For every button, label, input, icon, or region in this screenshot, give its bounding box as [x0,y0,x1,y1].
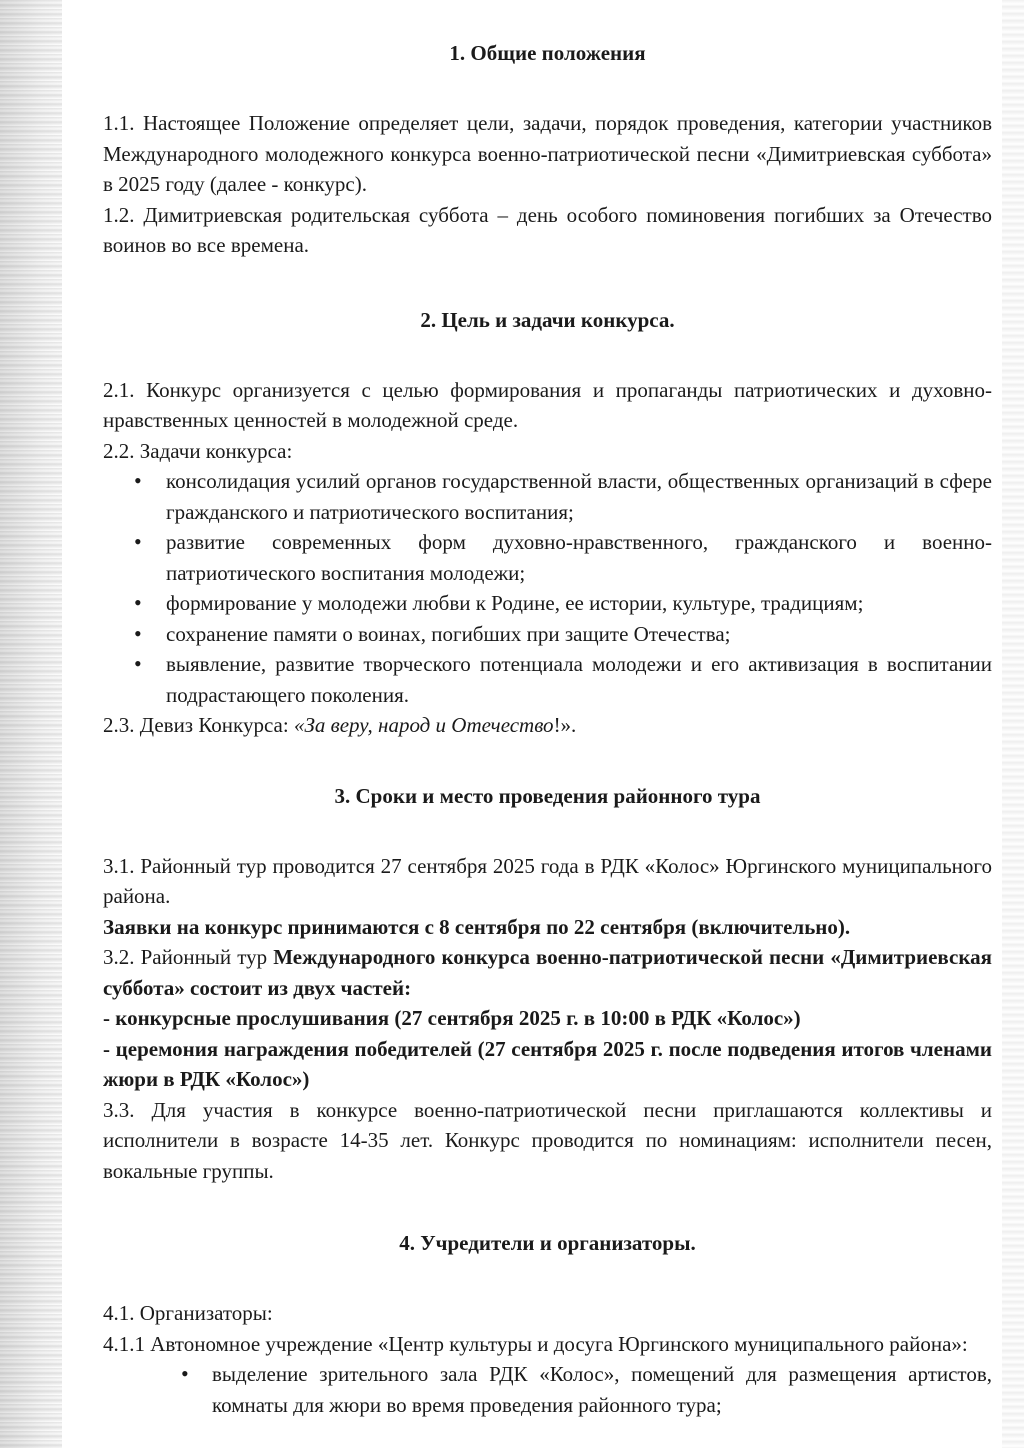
motto-suffix: !». [553,713,577,737]
ceremony-line: - церемония награждения победителей (27 сентября 2025 г. после подведения итогов членами жюри в РДК «Колос») [103,1036,992,1091]
paragraph-2-2: 2.2. Задачи конкурса: [103,438,293,463]
paragraph-1-2: 1.2. Димитриевская родительская суббота – день особого поминовения погибших за Отечество воинов во все времена. [103,202,992,257]
motto-text: «За веру, народ и Отечество [293,713,554,737]
paragraph-2-3-motto [103,710,992,741]
section-1-title: 1. Общие положения [449,41,646,65]
paragraph-4-1: 4.1. Организаторы: [103,1301,273,1325]
paragraph-3-3: 3.3. Для участия в конкурсе военно-патриотической песни приглашаются коллективы и исполнители в возрасте 14-35 лет. Конкурс проводится по номинациям: исполнители песен, вокальные группы. [103,1097,992,1183]
paragraph-4-1-1: 4.1.1 Автономное учреждение «Центр культуры и досуга Юргинского муниципального района»: [103,1331,968,1356]
paragraph-3-2-prefix: 3.2. Районный тур [103,945,274,969]
paragraph-3-2 [103,942,992,1003]
auditions-line: - конкурсные прослушивания (27 сентября 2025 г. в 10:00 в РДК «Колос») [103,1006,801,1030]
list-item: • развитие современных форм духовно-нравственного, гражданского и военно-патриотического воспитания молодежи; [103,527,992,588]
list-item: • сохранение памяти о воинах, погибших при защите Отечества; [103,619,992,650]
list-item: • консолидация усилий органов государственной власти, общественных организаций в сфере гражданского и патриотического воспитания; [103,466,992,527]
section-3-title: 3. Сроки и место проведения районного тура [334,783,761,808]
paragraph-3-2-bold: Международного конкурса военно-патриотической песни «Димитриевская суббота» состоит из двух частей: [103,945,992,1000]
document-page [103,30,992,1420]
section-4-title: 4. Учредители и организаторы. [399,1231,696,1255]
scan-edge-left [0,0,62,1448]
scan-edge-right [1002,0,1024,1448]
applications-deadline: Заявки на конкурс принимаются с 8 сентября по 22 сентября (включительно). [103,914,851,939]
list-item: • выявление, развитие творческого потенциала молодежи и его активизация в воспитании подрастающего поколения. [103,649,992,710]
tasks-list [103,466,992,710]
paragraph-1-1: 1.1. Настоящее Положение определяет цели, задачи, порядок проведения, категории участников Международного молодежного конкурса военно-патриотической песни «Димитриевская суббота» в 2025 году (далее - конкурс). [103,111,992,196]
list-item: • формирование у молодежи любви к Родине, ее истории, культуре, традициям; [103,588,992,619]
paragraph-2-1: 2.1. Конкурс организуется с целью формирования и пропаганды патриотических и духовно-нравственных ценностей в молодежной среде. [103,377,992,432]
organizer-duties-list [103,1359,992,1420]
list-item: • выделение зрительного зала РДК «Колос», помещений для размещения артистов, комнаты для жюри во время проведения районного тура; [103,1359,992,1420]
section-2-title: 2. Цель и задачи конкурса. [420,307,675,332]
motto-prefix: 2.3. Девиз Конкурса: [103,713,294,737]
paragraph-3-1: 3.1. Районный тур проводится 27 сентября 2025 года в РДК «Колос» Юргинского муниципального района. [103,853,992,908]
